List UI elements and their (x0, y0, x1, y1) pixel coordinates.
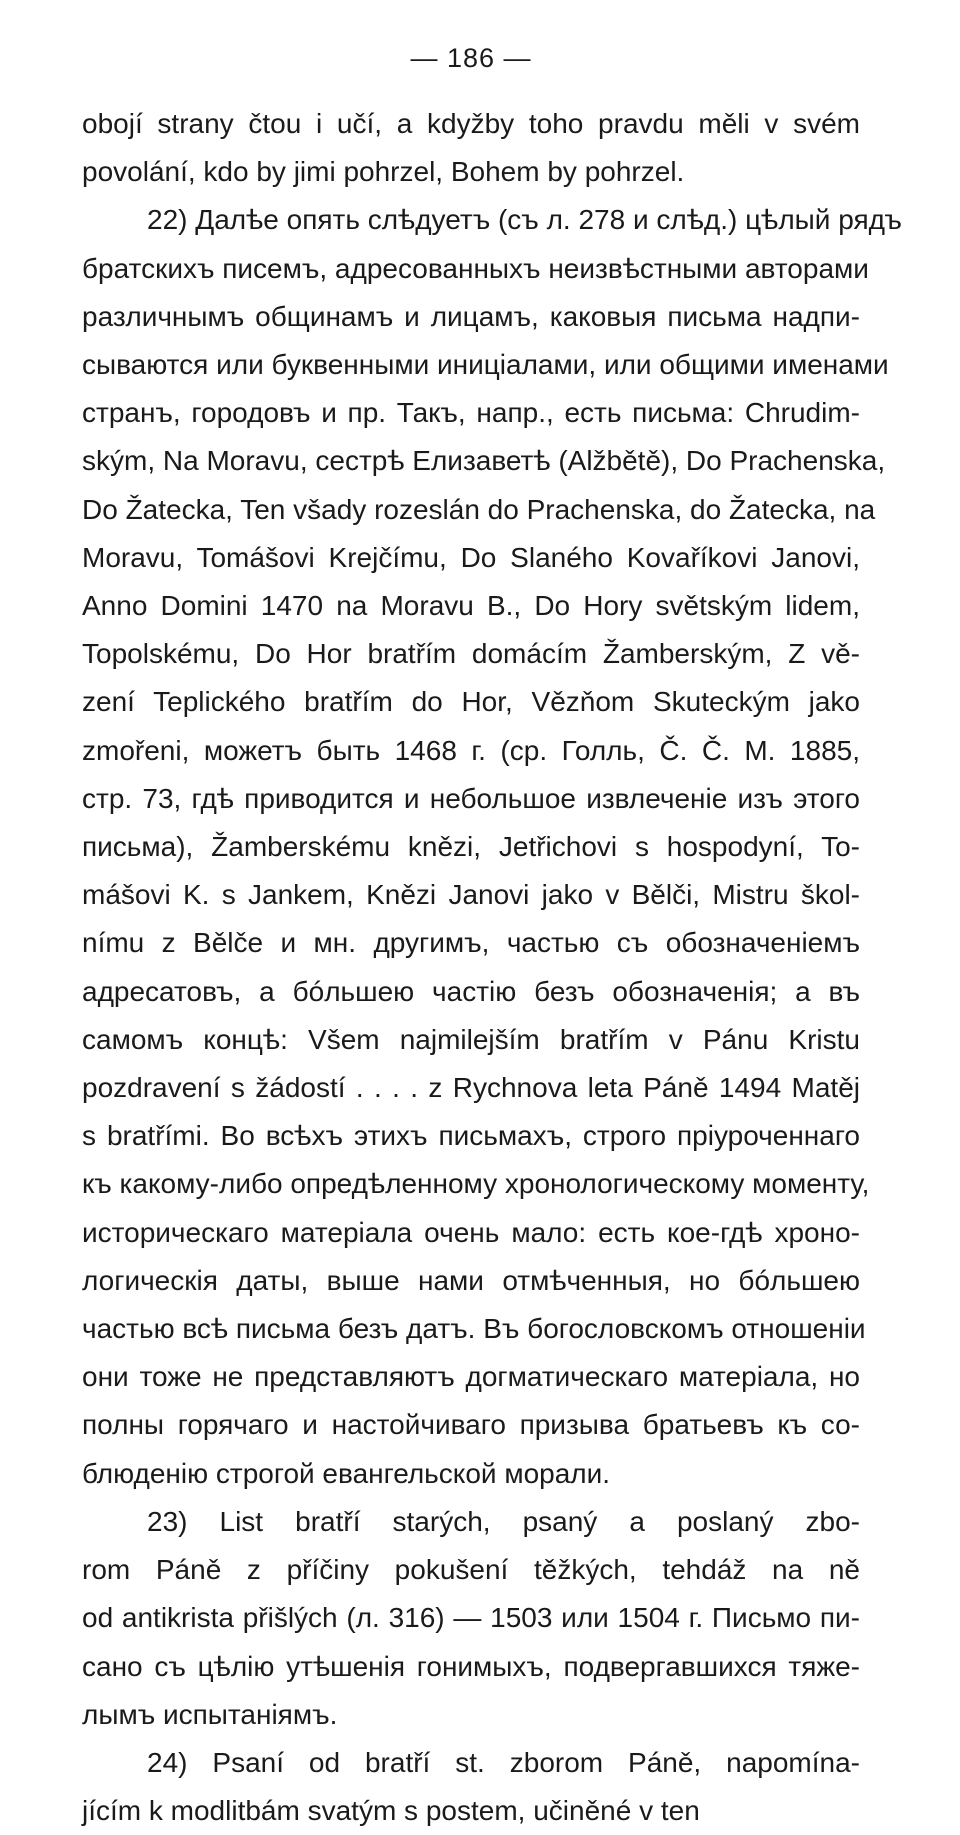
text-line: частью всѣ письма безъ датъ. Въ богословскомъ отношеніи (82, 1313, 866, 1345)
text-line: Do Žatecka, Ten všady rozeslán do Prachenska, do Žatecka, na (82, 493, 876, 525)
text-line: письма), Žamberskému knězi, Jetřichovi s hospodyní, To- (82, 831, 860, 863)
text-line: pozdravení s žádostí . . . . z Rychnova leta Páně 1494 Matěj (82, 1072, 860, 1104)
text-line: zení Teplického bratřím do Hor, Vězňom Skuteckým jako (82, 686, 860, 718)
text-line: странъ, городовъ и пр. Такъ, напр., есть письма: Chrudim- (82, 397, 860, 429)
text-line: стр. 73, гдѣ приводится и небольшое извлеченіе изъ этого (82, 782, 860, 814)
text-line: различнымъ общинамъ и лицамъ, каковыя письма надпи- (82, 300, 860, 332)
paragraph-p-24 (82, 1739, 860, 1835)
text-line: Topolskému, Do Hor bratřím domácím Žamberským, Z vě- (82, 638, 860, 670)
text-line: 24) Psaní od bratří st. zborom Páně, napomína- (147, 1746, 860, 1778)
text-line: mášovi K. s Jankem, Knězi Janovi jako v Bělči, Mistru škol- (82, 879, 860, 911)
text-line: od antikrista přišlých (л. 316) — 1503 или 1504 г. Письмо пи- (82, 1602, 860, 1634)
text-line: 23) List bratří starých, psaný a poslaný zbo- (147, 1505, 860, 1537)
text-line: сано съ цѣлію утѣшенія гонимыхъ, подвергавшихся тяже- (82, 1650, 860, 1682)
text-line: 22) Далѣе опять слѣдуетъ (съ л. 278 и слѣд.) цѣлый рядъ (147, 204, 902, 236)
text-line: s bratřími. Во всѣхъ этихъ письмахъ, строго пріуроченнаго (82, 1120, 860, 1152)
paragraph-p-22 (82, 196, 902, 1497)
text-line: блюденію строгой евангельской морали. (82, 1457, 611, 1489)
text-line: nímu z Bělče и мн. другимъ, частью съ обозначеніемъ (82, 927, 860, 959)
text-line: полны горячаго и настойчиваго призыва братьевъ къ со- (82, 1409, 860, 1441)
text-line: адресатовъ, а бóльшею частію безъ обозначенія; а въ (82, 975, 860, 1007)
paragraph-p-continued (82, 100, 860, 196)
text-line: логическія даты, выше нами отмѣченныя, но бóльшею (82, 1264, 860, 1296)
text-line: братскихъ писемъ, адресованныхъ неизвѣстными авторами (82, 252, 869, 284)
text-line: rom Páně z příčiny pokušení těžkých, tehdáž na ně (82, 1554, 860, 1586)
text-line: самомъ концѣ: Všem najmilejším bratřím v Pánu Kristu (82, 1023, 860, 1055)
text-line: obojí strany čtou i učí, a kdyžby toho pravdu měli v svém (82, 108, 860, 139)
text-line: zmořeni, можетъ быть 1468 г. (ср. Голль, Č. Č. M. 1885, (82, 734, 860, 766)
text-line: сываются или буквенными иниціалами, или общими именами (82, 349, 889, 381)
text-line: Anno Domini 1470 na Moravu B., Do Hory světským lidem, (82, 590, 860, 622)
text-line: ským, Na Moravu, сестрѣ Елизаветѣ (Alžbětě), Do Prachenska, (82, 445, 886, 477)
paragraph-p-23 (82, 1498, 860, 1739)
text-line: они тоже не представляютъ догматическаго матеріала, но (82, 1361, 860, 1393)
body-text (82, 100, 902, 1835)
text-line: къ какому-либо опредѣленному хронологическому моменту, (82, 1168, 870, 1200)
page-number: — 186 — (410, 43, 532, 73)
text-line: лымъ испытаніямъ. (82, 1698, 338, 1730)
text-line: Moravu, Tomášovi Krejčímu, Do Slaného Kovaříkovi Janovi, (82, 541, 860, 573)
text-line: историческаго матеріала очень мало: есть кое-гдѣ хроно- (82, 1216, 860, 1248)
text-line: povolání, kdo by jimi pohrzel, Bohem by pohrzel. (82, 156, 685, 188)
text-line: jícím k modlitbám svatým s postem, učiněné v ten (82, 1795, 700, 1827)
